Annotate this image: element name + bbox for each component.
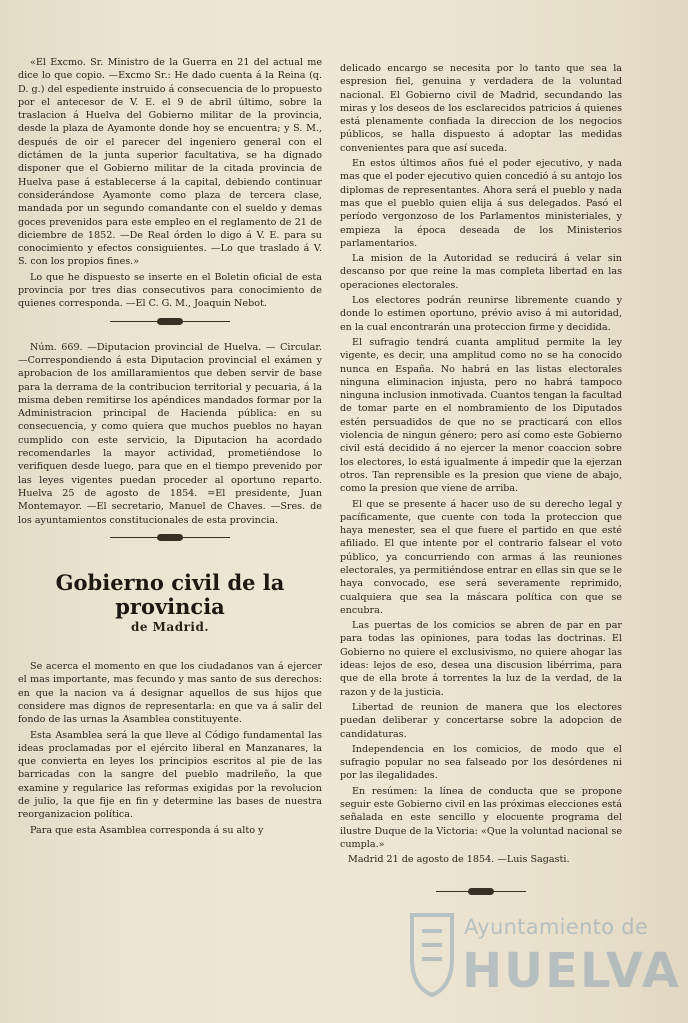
article-paragraph: En resúmen: la línea de conducta que se propone seguir este Gobierno civil en las próximas elecciones está señalada en este sencillo y elocuente programa del ilustre Duque de la Victoria: «Que la voluntad nacional se cumpla.» — [340, 785, 622, 850]
article-subheading: de Madrid. — [130, 619, 210, 634]
publication-order-paragraph: Lo que he dispuesto se inserte en el Boletin oficial de esta provincia por tres dias consecutivos para conocimiento de quienes corresponda. —El C. G. M., Joaquin Nebot. — [18, 271, 322, 310]
article-signature: Madrid 21 de agosto de 1854. —Luis Sagasti. — [348, 854, 570, 866]
article-paragraph: La mision de la Autoridad se reducirá á velar sin descanso por que reine la mas completa libertad en las operaciones electorales. — [340, 253, 622, 291]
section-divider — [436, 887, 526, 897]
article-paragraph: Las puertas de los comicios se abren de par en par para todas las opiniones, para todas las doctrinas. El Gobierno no quiere el exclusivismo, no quiere ahogar las ideas: lejos de eso, desea una discusion libérrima, para que de ella brote á torrentes la luz de la verdad, de la razon y de la justicia. — [340, 620, 622, 698]
article-paragraph: Esta Asamblea será la que lleve al Código fundamental las ideas proclamadas por el ejército liberal en Manzanares, la que convierta en leyes los principios escritos al pie de las barricadas con la sangre del pueblo madrileño, la que examine y regularice las reformas exigidas por la revolucion de julio, la que fije en fin y determine las bases de nuestra reorganizacion política. — [18, 729, 322, 821]
article-paragraph: delicado encargo se necesita por lo tanto que sea la espresion fiel, genuina y verdadera de la voluntad nacional. El Gobierno civil de Madrid, secundando las miras y los deseos de los esclarecidos patricios á quienes está plenamente confiada la direccion de los negocios públicos, se halla dispuesto á adoptar las medidas convenientes para que así suceda. — [340, 63, 622, 154]
article-paragraph: En estos últimos años fué el poder ejecutivo, y nada mas que el poder ejecutivo quien concedió á su antojo los diplomas de representantes. Ahora será el pueblo y nada mas que el pueblo quien elija á sus delegados. Pasó el período vergonzoso de los Parlamentos ministeriales, y empieza la época deseada de los Ministerios parlamentarios. — [340, 158, 622, 249]
article-paragraph: Independencia en los comicios, de modo que el sufragio popular no sea falseado por los desórdenes ni por las ilegalidades. — [340, 743, 622, 782]
watermark-text: Ayuntamiento de — [464, 915, 649, 939]
right-column — [340, 62, 622, 1022]
diputacion-circular-paragraph: Núm. 669. —Diputacion provincial de Huelva. — Circular. —Correspondiendo á esta Diputacion provincial el exámen y aprobacion de los amillaramientos que deben servir de base para la derrama de la contribucion territorial y pecuaria, á la misma deben remitirse los apéndices mandados formar por la Administracion principal de Hacienda pública: en su consecuencia, y como quiera que muchos pueblos no hayan cumplido con este servicio, la Diputacion ha acordado recomendarles la mayor actividad, prometiéndose lo verifiquen desde luego, para que en el tiempo prevenido por las leyes vigentes puedan proceder al oportuno reparto. Huelva 25 de agosto de 1854. =El presidente, Juan Montemayor. —El secretario, Manuel de Chaves. —Sres. de los ayuntamientos constitucionales de esta provincia. — [18, 341, 322, 526]
watermark-title: HUELVA — [462, 943, 681, 999]
article-paragraph: Los electores podrán reunirse libremente cuando y donde lo estimen oportuno, prévio aviso á mi autoridad, en la cual encontrarán una proteccion firme y decidida. — [340, 295, 622, 333]
article-paragraph: Para que esta Asamblea corresponda á su alto y — [30, 824, 264, 836]
article-paragraph: El que se presente á hacer uso de su derecho legal y pacíficamente, que cuente con toda la proteccion que haya menester, sea el que fuere el partido en que esté afiliado. El que intente por el contrario falsear el voto público, ya concurriendo con armas á las reuniones electorales, ya permitiéndose entrar en ellas sin que se le haya convocado, ese será severamente reprimido, cualquiera que sea la máscara política con que se encubra. — [340, 498, 622, 616]
article-heading: Gobierno civil de la provincia — [55, 569, 285, 619]
article-paragraph: Se acerca el momento en que los ciudadanos van á ejercer el mas importante, mas fecundo y mas santo de sus derechos: en que la nacion va á designar aquellos de sus hijos que considere mas dignos de representarla: en que va á salir del fondo de las urnas la Asamblea constituyente. — [18, 661, 322, 726]
left-column — [18, 56, 322, 1016]
military-order-paragraph: «El Excmo. Sr. Ministro de la Guerra en 21 del actual me dice lo que copio. —Excmo Sr.: He dado cuenta á la Reina (q. D. g.) del espediente instruido á consecuencia de lo propuesto por el antecesor de V. E. el 9 de abril último, sobre la traslacion á Huelva del Gobierno militar de la provincia, desde la plaza de Ayamonte donde hoy se encuentra; y S. M., después de oir el parecer del ingeniero general con el dictámen de la junta superior facultativa, se ha dignado disponer que el Gobierno militar de la citada provincia de Huelva pase á establecerse á la capital, debiendo continuar considerándose Ayamonte como plaza de tercera clase, mandada por un segundo comandante con el sueldo y demas goces prevenidos para este empleo en el reglamento de 21 de diciembre de 1852. —De Real órden lo digo á V. E. para su conocimiento y efectos consiguientes. —Lo que traslado á V. S. con los propios fines.» — [18, 57, 322, 268]
article-paragraph: Libertad de reunion de manera que los electores puedan deliberar y concertarse sobre la adopcion de candidaturas. — [340, 701, 622, 740]
article-paragraph: El sufragio tendrá cuanta amplitud permite la ley vigente, es decir, una amplitud como no se ha conocido nunca en España. No habrá en las listas electorales ninguna eliminacion injusta, pero no habrá tampoco ninguna inclusion inmotivada. Cuantos tengan la facultad de tomar parte en el nombramiento de los Diputados estén persuadidos de que no se practicará con ellos violencia de ningun género; pero así como este Gobierno civil está decidido á no ejercer la menor coaccion sobre los electores, lo está igualmente á impedir que la ejerzan otros. Tan reprensible es la presion que viene de abajo, como la presion que viene de arriba. — [340, 336, 622, 495]
section-divider — [110, 533, 230, 543]
section-divider — [110, 317, 230, 327]
